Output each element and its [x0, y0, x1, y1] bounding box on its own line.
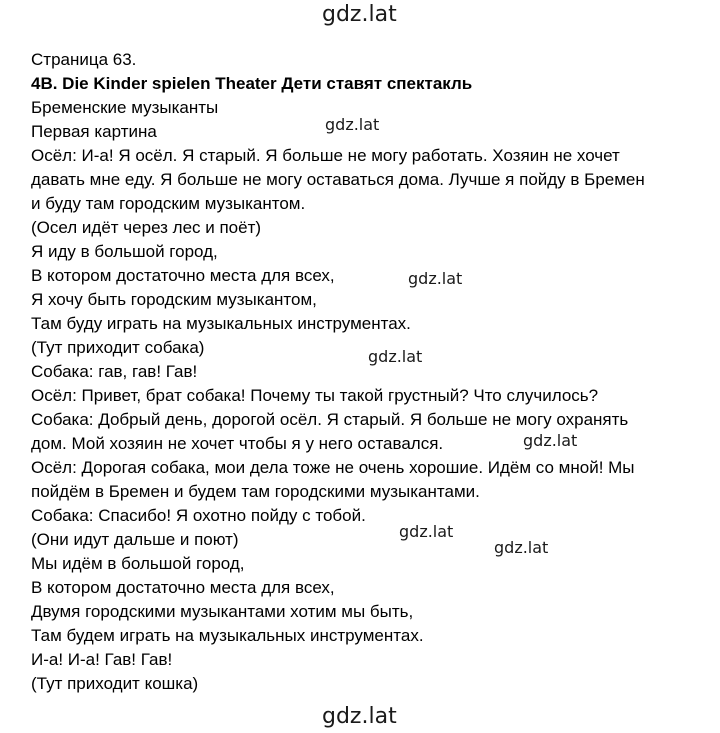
text-line: (Тут приходит собака) — [31, 338, 205, 357]
text-line: Собака: гав, гав! Гав! — [31, 362, 198, 381]
text-line: Я иду в большой город, — [31, 242, 218, 261]
watermark-bottom: gdz.lat — [322, 704, 397, 729]
text-line: Мы идём в большой город, — [31, 554, 245, 573]
text-line: (Тут приходит кошка) — [31, 674, 199, 693]
watermark: gdz.lat — [494, 538, 549, 557]
text-line: (Осел идёт через лес и поёт) — [31, 218, 262, 237]
watermark: gdz.lat — [399, 522, 454, 541]
document-body — [31, 48, 711, 696]
text-line: пойдём в Бремен и будем там городскими музыкантами. — [31, 482, 480, 501]
text-line: Там буду играть на музыкальных инструментах. — [31, 314, 411, 333]
text-line: Собака: Спасибо! Я охотно пойду с тобой. — [31, 506, 366, 525]
watermark-top: gdz.lat — [322, 2, 397, 27]
text-line: и буду там городским музыкантом. — [31, 194, 306, 213]
text-line: Собака: Добрый день, дорогой осёл. Я старый. Я больше не могу охранять — [31, 410, 629, 429]
text-line: В котором достаточно места для всех, — [31, 266, 335, 285]
text-line: Первая картина — [31, 122, 157, 141]
text-line: Осёл: Дорогая собака, мои дела тоже не очень хорошие. Идём со мной! Мы — [31, 458, 635, 477]
watermark: gdz.lat — [325, 115, 380, 134]
watermark: gdz.lat — [523, 431, 578, 450]
text-line: Я хочу быть городским музыкантом, — [31, 290, 317, 309]
text-line: давать мне еду. Я больше не могу оставаться дома. Лучше я пойду в Бремен — [31, 170, 645, 189]
text-line: Двумя городскими музыкантами хотим мы быть, — [31, 602, 414, 621]
text-line: Осёл: И-а! Я осёл. Я старый. Я больше не могу работать. Хозяин не хочет — [31, 146, 620, 165]
text-line: В котором достаточно места для всех, — [31, 578, 335, 597]
watermark: gdz.lat — [408, 269, 463, 288]
text-line: (Они идут дальше и поют) — [31, 530, 239, 549]
text-line: дом. Мой хозяин не хочет чтобы я у него оставался. — [31, 434, 444, 453]
watermark: gdz.lat — [368, 347, 423, 366]
exercise-heading: 4B. Die Kinder spielen Theater Дети ставят спектакль — [31, 74, 473, 93]
text-line: Там будем играть на музыкальных инструментах. — [31, 626, 424, 645]
text-line: Осёл: Привет, брат собака! Почему ты такой грустный? Что случилось? — [31, 386, 599, 405]
page-label: Страница 63. — [31, 50, 137, 69]
text-line: И-а! И-а! Гав! Гав! — [31, 650, 173, 669]
text-line: Бременские музыканты — [31, 98, 219, 117]
